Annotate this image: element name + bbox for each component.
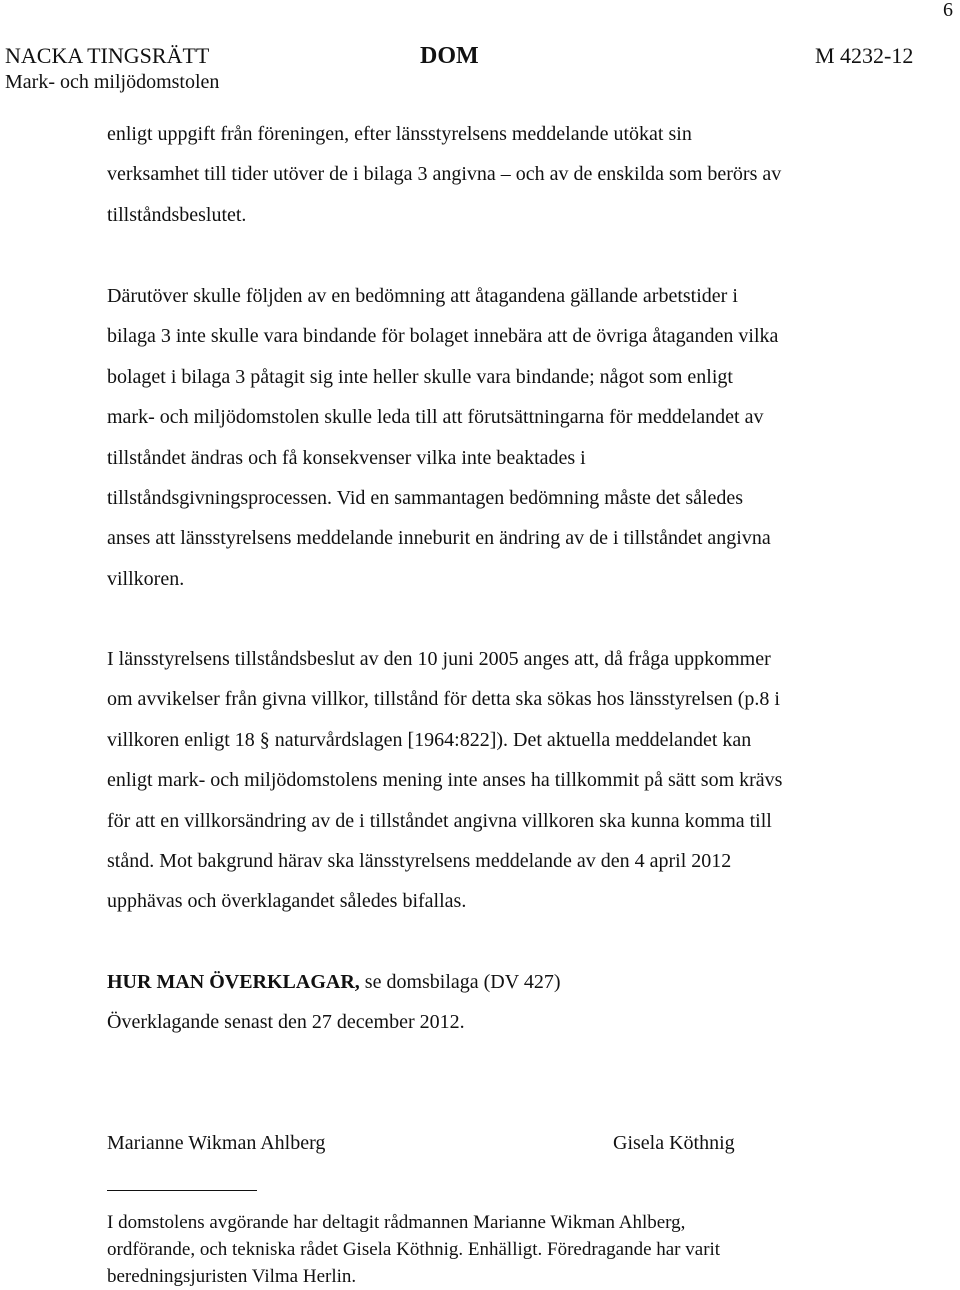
text-line: mark- och miljödomstolen skulle leda till att förutsättningarna för meddelandet av — [107, 406, 764, 429]
footnote-line: beredningsjuristen Vilma Herlin. — [107, 1266, 357, 1287]
text-line: tillståndet ändras och få konsekvenser vilka inte beaktades i — [107, 446, 586, 469]
signature-left: Marianne Wikman Ahlberg — [107, 1132, 326, 1154]
text-line: enligt uppgift från föreningen, efter länsstyrelsens meddelande utökat sin — [107, 123, 692, 145]
appeal-line — [107, 962, 561, 1002]
footnote-line: I domstolens avgörande har deltagit rådmannen Marianne Wikman Ahlberg, — [107, 1212, 686, 1233]
document-type: DOM — [420, 43, 479, 69]
text-line: upphävas och överklagandet således bifallas. — [107, 890, 467, 913]
text-line: I länsstyrelsens tillståndsbeslut av den 10 juni 2005 anges att, då fråga uppkommer — [107, 648, 771, 670]
text-line: Därutöver skulle följden av en bedömning att åtagandena gällande arbetstider i — [107, 285, 738, 307]
appeal-deadline: Överklagande senast den 27 december 2012. — [107, 1011, 465, 1034]
case-number: M 4232-12 — [815, 43, 914, 68]
paragraph-1 — [107, 114, 781, 235]
text-line: stånd. Mot bakgrund härav ska länsstyrelsens meddelande av den 4 april 2012 — [107, 849, 732, 872]
text-line: för att en villkorsändring av de i tillståndet angivna villkoren ska kunna komma till — [107, 809, 772, 832]
appeal-heading: HUR MAN ÖVERKLAGAR, — [107, 971, 360, 993]
footnote — [107, 1209, 720, 1290]
footnote-divider — [107, 1190, 257, 1191]
paragraph-2 — [107, 276, 778, 599]
appeal-reference: se domsbilaga (DV 427) — [359, 971, 561, 993]
text-line: bilaga 3 inte skulle vara bindande för bolaget innebära att de övriga åtaganden vilka — [107, 325, 779, 348]
court-division: Mark- och miljödomstolen — [5, 71, 220, 93]
text-line: anses att länsstyrelsens meddelande inneburit en ändring av de i tillståndet angivna — [107, 527, 771, 550]
text-line: om avvikelser från givna villkor, tillstånd för detta ska sökas hos länsstyrelsen (p.8 i — [107, 688, 780, 711]
page-number: 6 — [943, 0, 953, 21]
text-line: tillståndsgivningsprocessen. Vid en sammantagen bedömning måste det således — [107, 486, 744, 509]
text-line: villkoren enligt 18 § naturvårdslagen [1964:822]). Det aktuella meddelandet kan — [107, 728, 752, 751]
text-line: bolaget i bilaga 3 påtagit sig inte heller skulle vara bindande; något som enligt — [107, 365, 733, 388]
text-line: enligt mark- och miljödomstolens mening inte anses ha tillkommit på sätt som krävs — [107, 769, 783, 792]
paragraph-3 — [107, 639, 782, 922]
text-line: villkoren. — [107, 567, 185, 590]
court-name: NACKA TINGSRÄTT — [5, 43, 210, 68]
text-line: verksamhet till tider utöver de i bilaga 3 angivna – och av de enskilda som berörs av — [107, 163, 782, 186]
signature-right: Gisela Köthnig — [613, 1132, 735, 1154]
footnote-line: ordförande, och tekniska rådet Gisela Köthnig. Enhälligt. Föredragande har varit — [107, 1239, 721, 1260]
appeal-instructions — [107, 962, 561, 1043]
text-line: tillståndsbeslutet. — [107, 203, 247, 226]
